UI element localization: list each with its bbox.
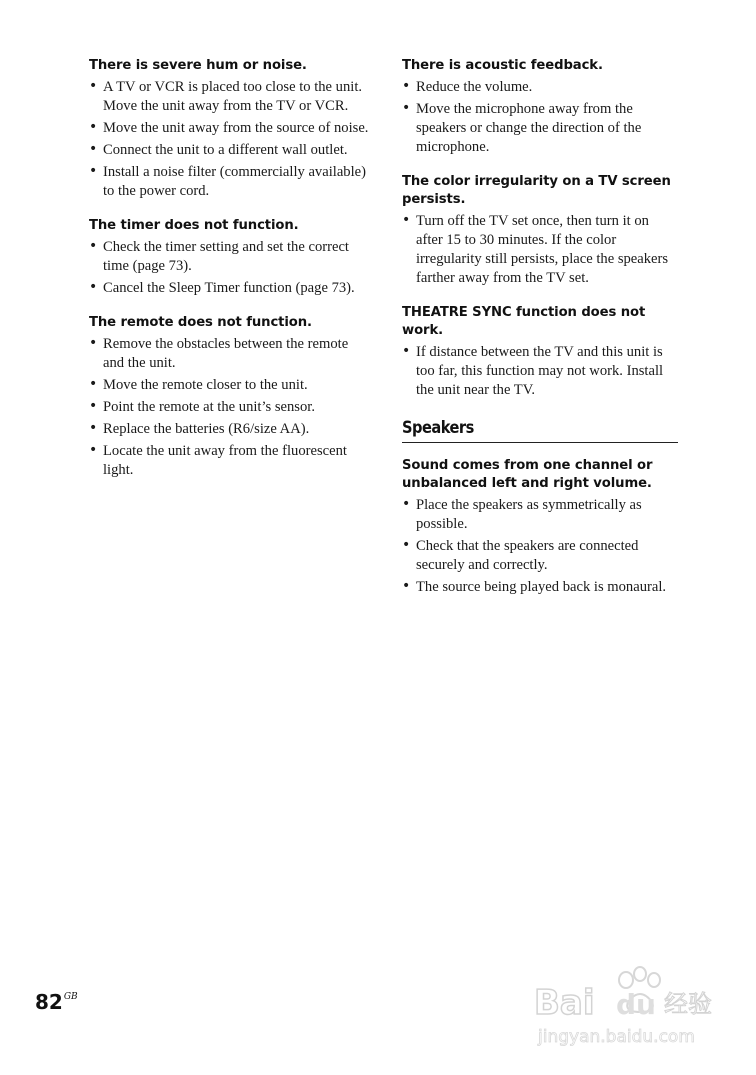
- right-column: [402, 57, 678, 613]
- list-item-text: Move the unit away from the source of noise.: [103, 120, 369, 136]
- list-item-text: Check the timer setting and set the correct time (page 73).: [103, 239, 349, 274]
- bullet-icon: •: [89, 238, 98, 254]
- list-item-text: Move the microphone away from the speakers or change the direction of the microphone.: [416, 101, 642, 155]
- list-item-text: Connect the unit to a different wall outlet.: [103, 142, 348, 158]
- list-item: [89, 119, 371, 138]
- bullet-icon: •: [89, 163, 98, 179]
- list-item: [89, 78, 371, 116]
- bullet-icon: •: [402, 100, 411, 116]
- list-item: [89, 398, 371, 417]
- bullet-icon: •: [89, 141, 98, 157]
- svg-text:du: du: [616, 988, 656, 1021]
- bullet-icon: •: [402, 496, 411, 512]
- bullet-icon: •: [402, 343, 411, 359]
- svg-text:jingyan.baidu.com: jingyan.baidu.com: [538, 1027, 695, 1047]
- list-item: [402, 343, 678, 400]
- section-heading: There is acoustic feedback.: [402, 58, 603, 73]
- baidu-watermark-logo: [530, 960, 720, 1050]
- list-item-text: Place the speakers as symmetrically as possible.: [416, 497, 642, 532]
- section-remote: [89, 314, 371, 480]
- section-heading: Sound comes from one channel or unbalanced left and right volume.: [402, 458, 653, 491]
- left-column: [89, 57, 371, 496]
- bullet-icon: •: [89, 119, 98, 135]
- section-heading: THEATRE SYNC function does not work.: [402, 305, 646, 338]
- list-item-text: The source being played back is monaural.: [416, 579, 667, 595]
- bullet-icon: •: [89, 78, 98, 94]
- bullet-icon: •: [402, 212, 411, 228]
- section-color-irregularity: [402, 173, 678, 288]
- section-heading: The remote does not function.: [89, 315, 312, 330]
- list-item: [89, 335, 371, 373]
- list-item: [89, 420, 371, 439]
- svg-text:Bai: Bai: [534, 983, 595, 1023]
- bullet-list: [402, 212, 678, 288]
- bullet-icon: •: [402, 78, 411, 94]
- section-timer: [89, 217, 371, 298]
- list-item: [402, 578, 678, 597]
- category-speakers: [402, 416, 678, 443]
- page-number-value: 82: [35, 990, 63, 1014]
- list-item-text: If distance between the TV and this unit is too far, this function may not work. Install the unit near the TV.: [416, 344, 664, 398]
- list-item: [89, 163, 371, 201]
- bullet-icon: •: [89, 335, 98, 351]
- list-item-text: Install a noise filter (commercially available) to the power cord.: [103, 164, 366, 199]
- bullet-icon: •: [89, 376, 98, 392]
- list-item-text: Point the remote at the unit’s sensor.: [103, 399, 315, 415]
- svg-text:经验: 经验: [664, 990, 712, 1018]
- bullet-icon: •: [89, 398, 98, 414]
- bullet-list: [402, 343, 678, 400]
- bullet-list: [89, 78, 371, 201]
- bullet-icon: •: [89, 279, 98, 295]
- bullet-list: [89, 238, 371, 298]
- list-item: [402, 496, 678, 534]
- section-heading: The timer does not function.: [89, 218, 299, 233]
- bullet-icon: •: [89, 420, 98, 436]
- page-number: [35, 990, 78, 1014]
- bullet-icon: •: [89, 442, 98, 458]
- list-item-text: Replace the batteries (R6/size AA).: [103, 421, 310, 437]
- list-item: [89, 376, 371, 395]
- list-item: [402, 212, 678, 288]
- category-title: Speakers: [402, 418, 474, 438]
- section-theatre-sync: [402, 304, 678, 400]
- list-item: [89, 442, 371, 480]
- section-heading: There is severe hum or noise.: [89, 58, 307, 73]
- list-item: [402, 537, 678, 575]
- bullet-icon: •: [402, 537, 411, 553]
- list-item-text: Locate the unit away from the fluorescent light.: [103, 443, 347, 478]
- section-unbalanced-sound: [402, 457, 678, 597]
- bullet-icon: •: [402, 578, 411, 594]
- section-hum-noise: [89, 57, 371, 201]
- list-item: [89, 279, 371, 298]
- bullet-list: [89, 335, 371, 480]
- list-item-text: Move the remote closer to the unit.: [103, 377, 308, 393]
- list-item-text: Check that the speakers are connected securely and correctly.: [416, 538, 639, 573]
- bullet-list: [402, 78, 678, 157]
- section-heading: The color irregularity on a TV screen persists.: [402, 174, 671, 207]
- bullet-list: [402, 496, 678, 597]
- list-item-text: Cancel the Sleep Timer function (page 73).: [103, 280, 355, 296]
- list-item-text: Reduce the volume.: [416, 79, 533, 95]
- list-item: [402, 100, 678, 157]
- list-item: [89, 238, 371, 276]
- list-item-text: Turn off the TV set once, then turn it on after 15 to 30 minutes. If the color irregularity still persists, place the speakers farther away from the TV set.: [416, 213, 669, 286]
- list-item-text: Remove the obstacles between the remote and the unit.: [103, 336, 349, 371]
- list-item: [402, 78, 678, 97]
- list-item-text: A TV or VCR is placed too close to the unit. Move the unit away from the TV or VCR.: [103, 79, 363, 114]
- page-number-suffix: GB: [63, 992, 78, 1002]
- section-acoustic-feedback: [402, 57, 678, 157]
- list-item: [89, 141, 371, 160]
